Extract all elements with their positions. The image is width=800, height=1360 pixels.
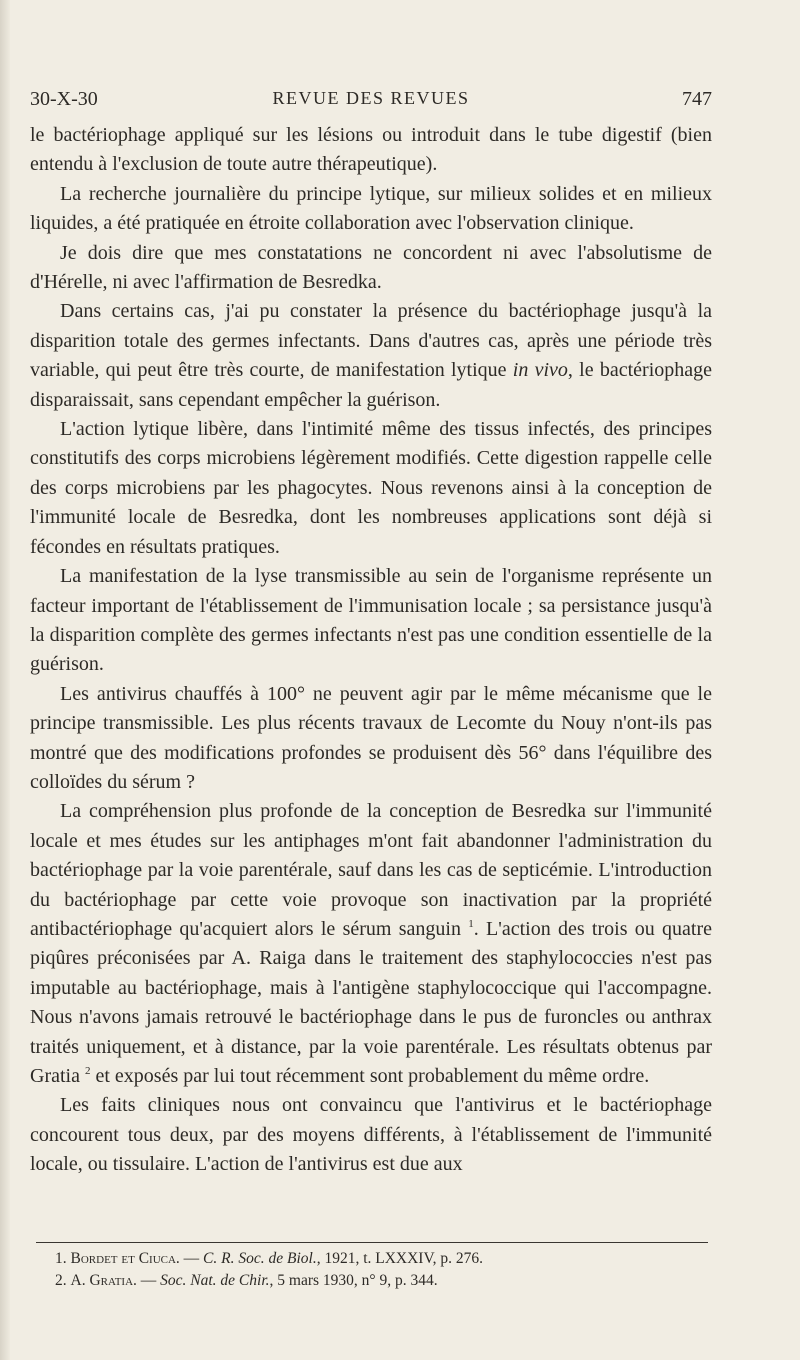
footnote-1 [55,1248,700,1270]
footnote-2-details: , 5 mars 1930, n° 9, p. 344. [269,1272,438,1289]
running-header [30,88,712,118]
footnote-ref-1[interactable]: 1 [468,917,474,930]
footnote-2 [55,1270,700,1292]
article-body [30,121,712,1180]
paragraph-9: Les faits cliniques nous ont convaincu que l'antivirus et le bactériophage concourent tous deux, par des moyens différents, à l'établissement de l'immunité locale, ou tissulaire. L'action de l'antivirus est due aux [30,1094,712,1176]
paragraph-7: Les antivirus chauffés à 100° ne peuvent agir par le même mécanisme que le principe transmissible. Les plus récents travaux de Lecomte du Nouy n'ont-ils pas montré que des modifications profondes se produisent dès 56° dans l'équilibre des colloïdes du sérum ? [30,682,712,793]
footnote-1-author: Bordet et Ciuca. [70,1250,180,1267]
page-number: 747 [682,88,712,110]
paragraph-8-text-a: La compréhension plus profonde de la conception de Besredka sur l'immunité locale et mes études sur les antiphages m'ont fait abandonner l'administration du bactériophage par la voie parentérale, sauf dans les cas de septicémie. L'introduction du bactériophage par cette voie provoque son inactivation par la propriété antibactériophage qu'acquiert alors le sérum sanguin [30,800,712,940]
header-journal-title: REVUE DES REVUES [272,88,470,108]
footnote-rule [36,1242,708,1243]
footnote-2-source: Soc. Nat. de Chir. [160,1272,270,1289]
footnotes [55,1248,700,1292]
paragraph-2: La recherche journalière du principe lytique, sur milieux solides et en milieux liquides, a été pratiquée en étroite collaboration avec l'observation clinique. [30,182,712,235]
footnote-1-details: , 1921, t. LXXXIV, p. 276. [316,1250,484,1267]
page-edge-shadow [0,0,10,1360]
paragraph-8-text-c: et exposés par lui tout récemment sont probablement du même ordre. [90,1065,650,1087]
footnote-1-dash: — [183,1250,200,1267]
paragraph-4-text-b: , le bactériophage disparaissait, sans cependant empêcher la guérison. [30,359,713,411]
paragraph-3: Je dois dire que mes constatations ne concordent ni avec l'absolutisme de d'Hérelle, ni avec l'affirmation de Besredka. [30,241,712,294]
footnote-1-number: 1. [55,1250,67,1267]
footnote-2-author: A. Gratia. [70,1272,137,1289]
paragraph-1: le bactériophage appliqué sur les lésions ou introduit dans le tube digestif (bien entendu à l'exclusion de toute autre thérapeutique). [30,124,712,176]
footnote-ref-2[interactable]: 2 [84,1065,91,1077]
paragraph-8-text-b: . L'action des trois ou quatre piqûres préconisées par A. Raiga dans le traitement des staphylococcies n'est pas imputable au bactériophage, mais à l'antigène staphylococcique qui l'accompagne. Nous n'avons jamais retrouvé le bactériophage dans le pus de furoncles ou anthrax traités uniquement, et à distance, par la voie parentérale. Les résultats obtenus par Gratia [30,917,713,1087]
header-date: 30-X-30 [30,88,98,110]
paragraph-4 [30,297,712,415]
paragraph-4-text-a: Dans certains cas, j'ai pu constater la présence du bactériophage jusqu'à la disparition totale des germes infectants. Dans d'autres cas, après une période très variable, qui peut être très courte, de manifestation lytique [30,300,712,382]
paragraph-4-italic: in vivo [512,359,568,382]
footnote-1-source: C. R. Soc. de Biol. [203,1250,317,1267]
footnote-2-dash: — [140,1272,157,1289]
paragraph-8 [30,797,712,1091]
paragraph-5: L'action lytique libère, dans l'intimité même des tissus infectés, des principes constitutifs des corps microbiens légèrement modifiés. Cette digestion rappelle celle des corps microbiens par les phagocytes. Nous revenons ainsi à la conception de l'immunité locale de Besredka, dont les nombreuses applications sont déjà si fécondes en résultats pratiques. [30,418,712,558]
footnote-2-number: 2. [55,1272,67,1289]
paragraph-6: La manifestation de la lyse transmissible au sein de l'organisme représente un facteur important de l'établissement de l'immunisation locale ; sa persistance jusqu'à la disparition complète des germes infectants n'est pas une condition essentielle de la guérison. [30,565,712,676]
